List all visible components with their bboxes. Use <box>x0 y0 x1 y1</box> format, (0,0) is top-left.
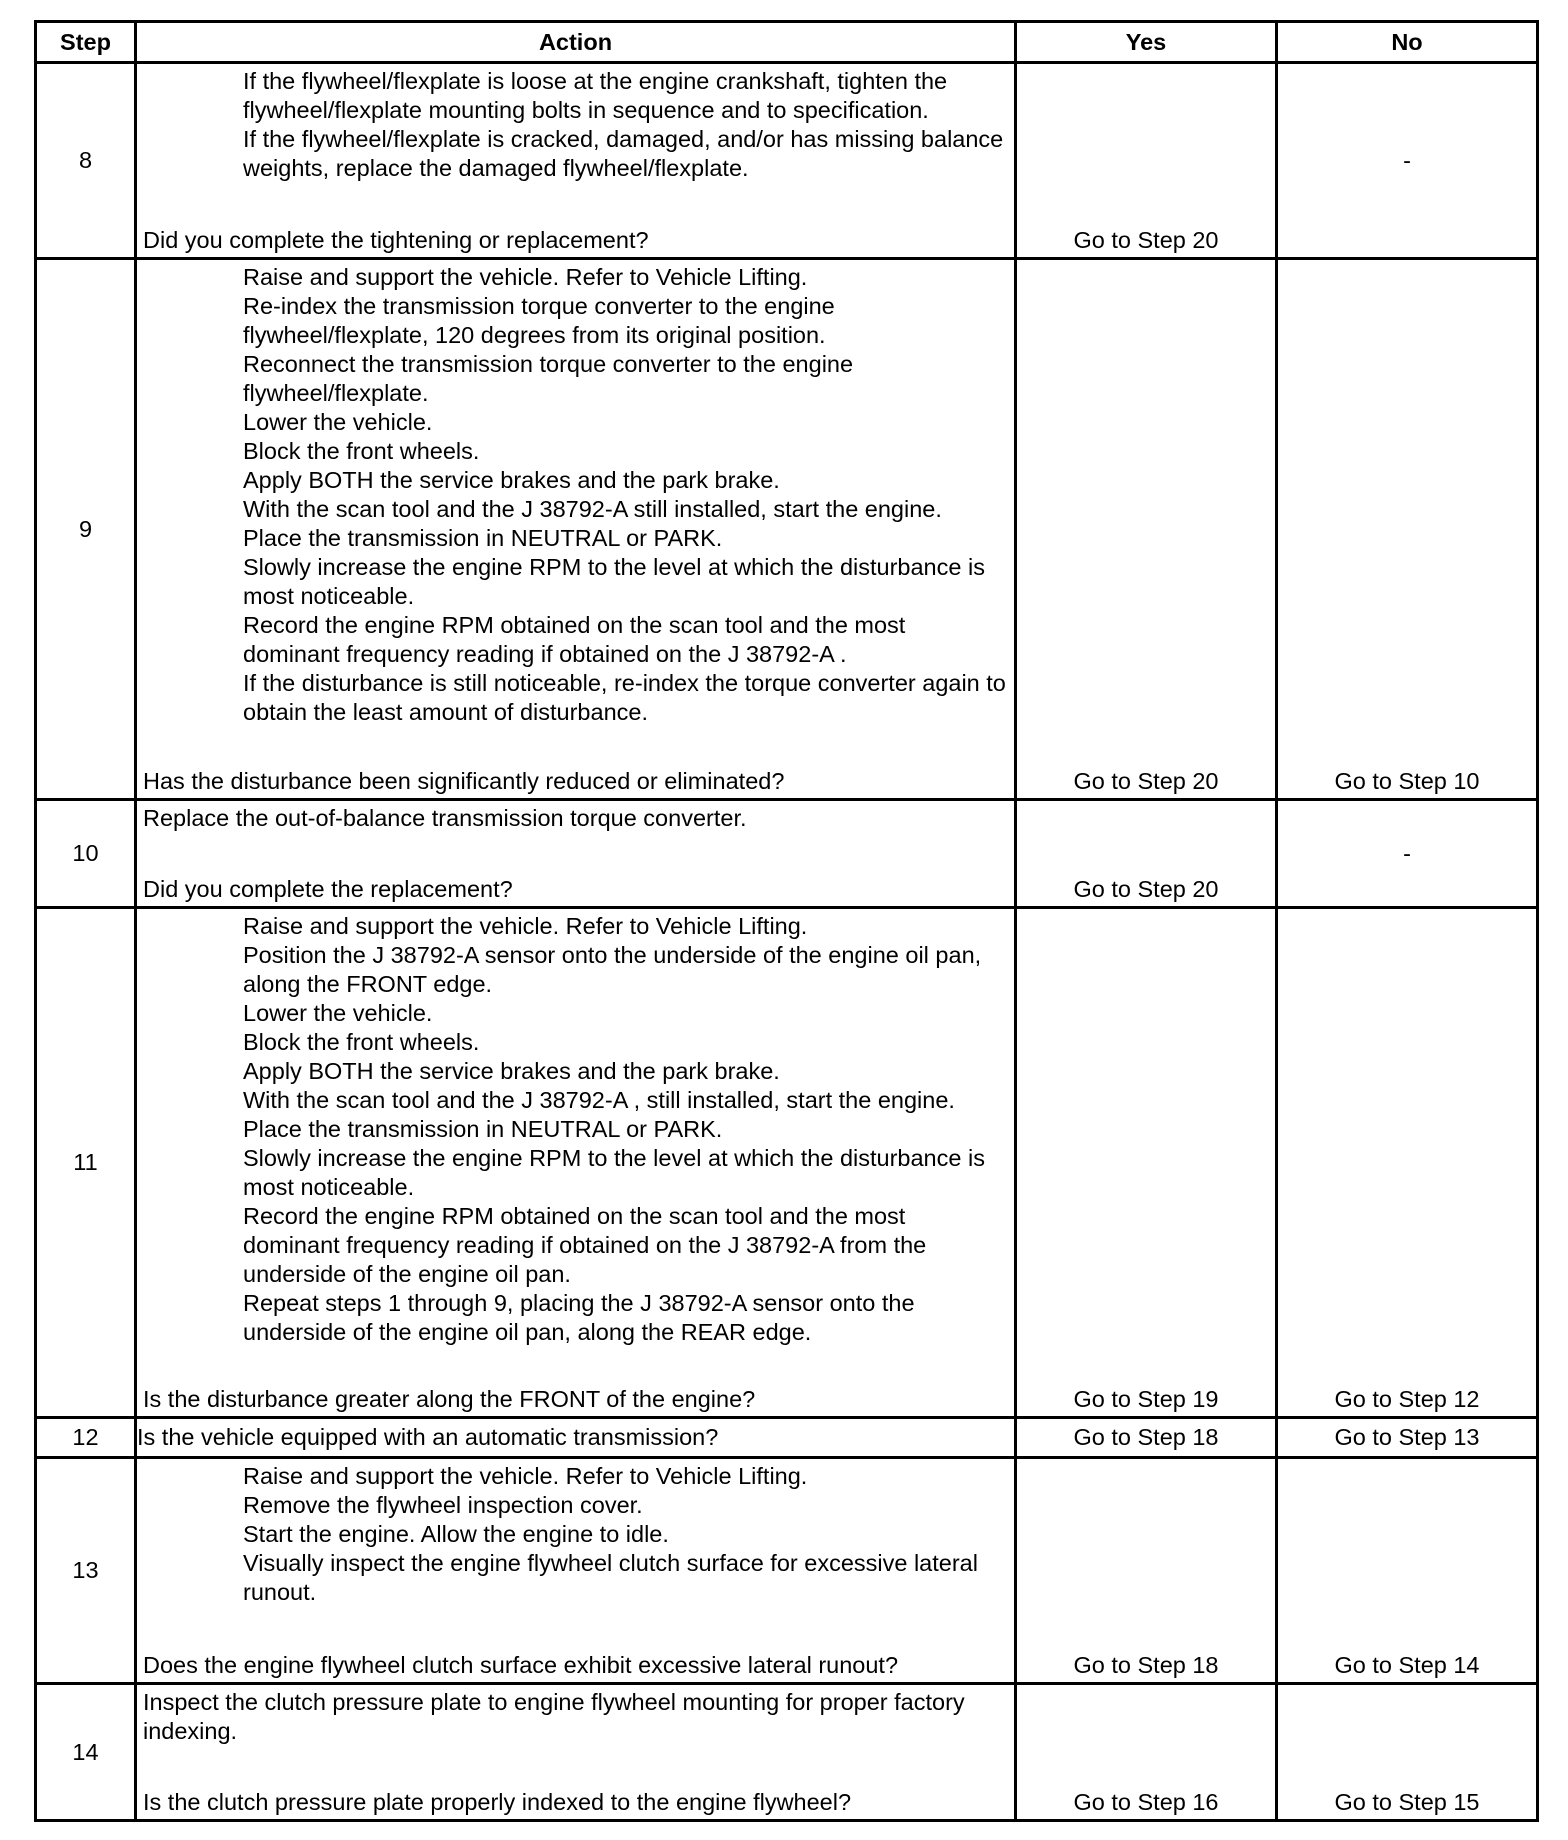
action-item: Block the front wheels. <box>243 1029 480 1055</box>
action-item: Lower the vehicle. <box>243 1000 433 1026</box>
step-number: 12 <box>36 1418 136 1458</box>
action-cell <box>136 259 1016 800</box>
action-cell <box>136 908 1016 1418</box>
question-text: Did you complete the replacement? <box>143 876 513 902</box>
header-yes: Yes <box>1016 22 1277 63</box>
action-item: Position the J 38792-A sensor onto the underside of the engine oil pan, along the FRONT edge. <box>243 942 982 997</box>
action-item: Block the front wheels. <box>243 438 480 464</box>
table-row <box>36 63 1538 259</box>
question-text: Did you complete the tightening or replacement? <box>143 227 649 253</box>
yes-result: Go to Step 20 <box>1073 227 1219 253</box>
yes-cell <box>1016 800 1277 908</box>
question-text: Is the clutch pressure plate properly indexed to the engine flywheel? <box>143 1789 852 1815</box>
yes-result: Go to Step 18 <box>1016 1418 1277 1458</box>
action-cell <box>136 800 1016 908</box>
action-item: Record the engine RPM obtained on the scan tool and the most dominant frequency reading if obtained on the J 38792-A from the underside of the engine oil pan. <box>243 1203 927 1287</box>
diagnostic-table <box>34 20 1539 1822</box>
yes-result: Go to Step 16 <box>1073 1789 1219 1815</box>
action-list <box>143 67 1008 183</box>
action-item: Apply BOTH the service brakes and the park brake. <box>243 1058 780 1084</box>
question-text: Has the disturbance been significantly reduced or eliminated? <box>143 768 785 794</box>
action-item: Visually inspect the engine flywheel clutch surface for excessive lateral runout. <box>243 1550 978 1605</box>
action-item: Remove the flywheel inspection cover. <box>243 1492 643 1518</box>
header-action: Action <box>136 22 1016 63</box>
action-item: Repeat steps 1 through 9, placing the J 38792-A sensor onto the underside of the engine oil pan, along the REAR edge. <box>243 1290 915 1345</box>
action-item: Raise and support the vehicle. Refer to Vehicle Lifting. <box>243 1463 808 1489</box>
header-no: No <box>1277 22 1538 63</box>
action-item: Place the transmission in NEUTRAL or PARK. <box>243 525 723 551</box>
yes-result: Go to Step 18 <box>1073 1652 1219 1678</box>
no-cell <box>1277 1458 1538 1684</box>
yes-cell <box>1016 259 1277 800</box>
action-intro: Inspect the clutch pressure plate to engine flywheel mounting for proper factory indexing. <box>143 1689 965 1744</box>
table-row <box>36 908 1538 1418</box>
action-item: If the disturbance is still noticeable, re-index the torque converter again to obtain the least amount of disturbance. <box>243 670 1006 725</box>
action-item: Raise and support the vehicle. Refer to Vehicle Lifting. <box>243 913 808 939</box>
action-item: Place the transmission in NEUTRAL or PARK. <box>243 1116 723 1142</box>
yes-cell <box>1016 1684 1277 1821</box>
action-item: Raise and support the vehicle. Refer to Vehicle Lifting. <box>243 264 808 290</box>
action-cell <box>136 1458 1016 1684</box>
step-number: 10 <box>36 800 136 908</box>
action-item: Apply BOTH the service brakes and the park brake. <box>243 467 780 493</box>
no-cell <box>1277 800 1538 908</box>
question-text: Does the engine flywheel clutch surface exhibit excessive lateral runout? <box>143 1652 899 1678</box>
action-item: With the scan tool and the J 38792-A still installed, start the engine. <box>243 496 942 522</box>
no-result: Go to Step 14 <box>1334 1652 1480 1678</box>
action-item: Lower the vehicle. <box>243 409 433 435</box>
action-item: Slowly increase the engine RPM to the level at which the disturbance is most noticeable. <box>243 1145 985 1200</box>
yes-result: Go to Step 19 <box>1073 1386 1219 1412</box>
action-intro: Replace the out-of-balance transmission torque converter. <box>143 805 747 831</box>
step-number: 14 <box>36 1684 136 1821</box>
action-item: Record the engine RPM obtained on the scan tool and the most dominant frequency reading if obtained on the J 38792-A . <box>243 612 906 667</box>
no-cell <box>1277 259 1538 800</box>
action-item: If the flywheel/flexplate is loose at the engine crankshaft, tighten the flywheel/flexplate mounting bolts in sequence and to specification. <box>243 68 948 123</box>
header-step: Step <box>36 22 136 63</box>
action-cell <box>136 1684 1016 1821</box>
table-row <box>36 1684 1538 1821</box>
action-item: Start the engine. Allow the engine to idle. <box>243 1521 669 1547</box>
action-item: If the flywheel/flexplate is cracked, damaged, and/or has missing balance weights, replace the damaged flywheel/flexplate. <box>243 126 1004 181</box>
yes-cell <box>1016 1458 1277 1684</box>
no-result: - <box>1403 840 1411 866</box>
step-number: 13 <box>36 1458 136 1684</box>
no-result: Go to Step 10 <box>1334 768 1480 794</box>
action-item: Reconnect the transmission torque converter to the engine flywheel/flexplate. <box>243 351 854 406</box>
action-item: Re-index the transmission torque converter to the engine flywheel/flexplate, 120 degrees from its original position. <box>243 293 835 348</box>
no-result: Go to Step 13 <box>1277 1418 1538 1458</box>
table-row <box>36 800 1538 908</box>
no-result: Go to Step 12 <box>1334 1386 1480 1412</box>
action-list <box>143 263 1008 727</box>
no-cell <box>1277 1684 1538 1821</box>
header-row <box>36 22 1538 63</box>
table-row <box>36 1418 1538 1458</box>
yes-cell <box>1016 63 1277 259</box>
step-number: 8 <box>36 63 136 259</box>
no-result: Go to Step 15 <box>1334 1789 1480 1815</box>
action-list <box>143 912 1008 1347</box>
yes-cell <box>1016 908 1277 1418</box>
yes-result: Go to Step 20 <box>1073 876 1219 902</box>
action-list <box>143 1462 1008 1607</box>
action-cell <box>136 63 1016 259</box>
step-number: 9 <box>36 259 136 800</box>
no-cell <box>1277 63 1538 259</box>
no-cell <box>1277 908 1538 1418</box>
action-item: With the scan tool and the J 38792-A , still installed, start the engine. <box>243 1087 955 1113</box>
table-row <box>36 259 1538 800</box>
question-text: Is the vehicle equipped with an automatic transmission? <box>136 1418 1016 1458</box>
action-item: Slowly increase the engine RPM to the level at which the disturbance is most noticeable. <box>243 554 985 609</box>
step-number: 11 <box>36 908 136 1418</box>
yes-result: Go to Step 20 <box>1073 768 1219 794</box>
no-result: - <box>1403 147 1411 173</box>
question-text: Is the disturbance greater along the FRONT of the engine? <box>143 1386 756 1412</box>
table-row <box>36 1458 1538 1684</box>
